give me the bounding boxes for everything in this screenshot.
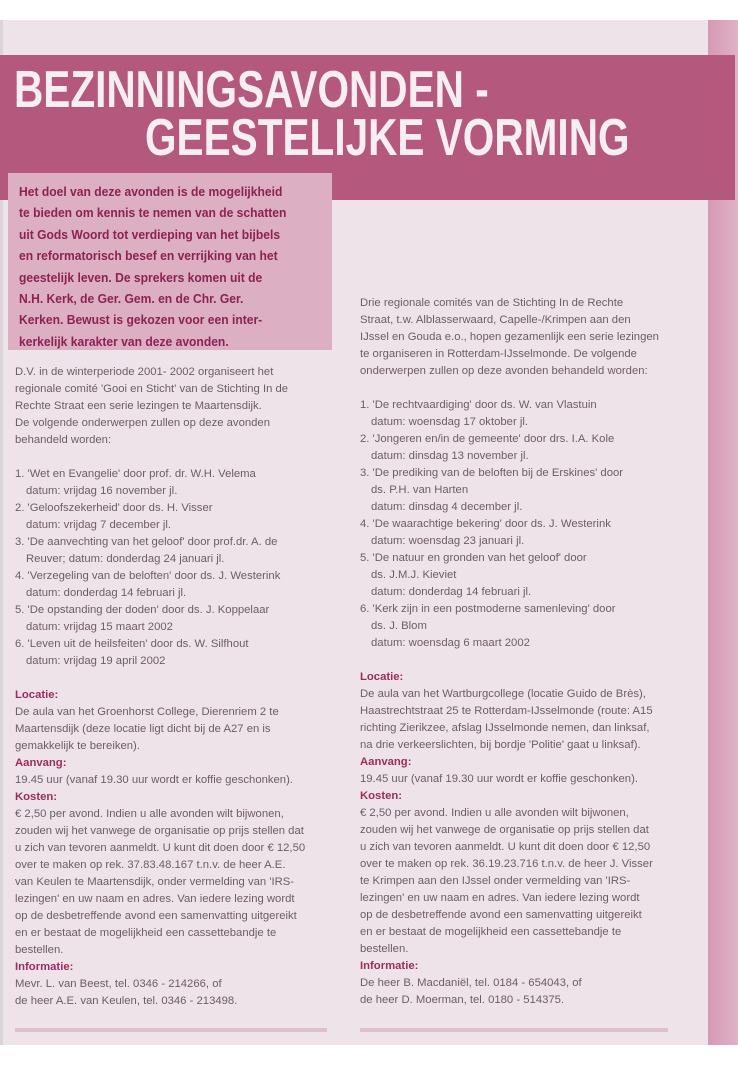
lecture-list-line: datum: dinsdag 13 november jl. <box>371 450 529 462</box>
intro-paragraph-line: behandeld worden: <box>15 434 112 446</box>
lecture-list-line: 3. 'De prediking van de beloften bij de Erskines' door <box>360 467 624 479</box>
intro-paragraph-line: De volgende onderwerpen zullen op deze avonden <box>15 417 270 429</box>
kosten-text-line: lezingen' en uw naam en adres. Van iedere lezing wordt <box>15 893 295 905</box>
intro-paragraph-line: regionale comité 'Gooi en Sticht' van de Stichting In de <box>15 383 289 395</box>
intro-line: geestelijk leven. De sprekers komen uit de <box>19 269 263 285</box>
lecture-list-line: 4. 'Verzegeling van de beloften' door ds. J. Westerink <box>15 570 281 582</box>
intro-line: uit Gods Woord tot verdieping van het bijbels <box>19 226 281 242</box>
kosten-text-line: over te maken op rek. 37.83.48.167 t.n.v. de heer A.E. <box>15 859 286 871</box>
locatie-text-line: na drie verkeerslichten, bij bordje 'Politie' gaat u linksaf). <box>360 739 641 751</box>
lecture-list-line: 2. 'Jongeren en/in de gemeente' door drs. I.A. Kole <box>360 433 615 445</box>
locatie-heading: Locatie: <box>15 689 59 701</box>
lecture-list-line: datum: vrijdag 15 maart 2002 <box>26 621 173 633</box>
informatie-text-line: de heer A.E. van Keulen, tel. 0346 - 213498. <box>15 995 238 1007</box>
locatie-text-line: De aula van het Groenhorst College, Dierenriem 2 te <box>15 706 279 718</box>
kosten-text-line: u zich van tevoren aanmeldt. U kunt dit doen door € 12,50 <box>15 842 306 854</box>
kosten-text-line: bestellen. <box>15 944 64 956</box>
lecture-list-line: datum: vrijdag 16 november jl. <box>26 485 178 497</box>
lecture-list-line: 1. 'De rechtvaardiging' door ds. W. van Vlastuin <box>360 399 597 411</box>
spacer <box>360 380 659 397</box>
title-line-2: GEESTELIJKE VORMING <box>145 109 630 167</box>
lecture-list-line: datum: donderdag 14 februari jl. <box>371 586 532 598</box>
intro-line: en reformatorisch besef en verrijking van het <box>19 248 278 264</box>
locatie-text-line: gemakkelijk te bereiken). <box>15 740 140 752</box>
lecture-list-line: Reuver; datum: donderdag 24 januari jl. <box>26 553 225 565</box>
lecture-list-line: datum: vrijdag 19 april 2002 <box>26 655 166 667</box>
lecture-list-line: datum: vrijdag 7 december jl. <box>26 519 172 531</box>
kosten-text-line: en er bestaat de mogelijkheid een cassettebandje te <box>15 927 277 939</box>
intro-paragraph-line: te organiseren in Rotterdam-IJsselmonde. De volgende <box>360 348 637 360</box>
lecture-list-line: 4. 'De waarachtige bekering' door ds. J. Westerink <box>360 518 611 530</box>
intro-line: kerkelijk karakter van deze avonden. <box>19 333 229 349</box>
kosten-text-line: zouden wij het vanwege de organisatie op prijs stellen dat <box>360 824 649 836</box>
locatie-text-line: Maartensdijk (deze locatie ligt dicht bij de A27 en is <box>15 723 271 735</box>
kosten-text-line: lezingen' en uw naam en adres. Van iedere lezing wordt <box>360 892 640 904</box>
kosten-text-line: u zich van tevoren aanmeldt. U kunt dit doen door € 12,50 <box>360 841 651 853</box>
left-divider <box>15 1028 327 1032</box>
spacer <box>360 652 659 669</box>
spacer <box>15 670 305 687</box>
informatie-text-line: de heer D. Moerman, tel. 0180 - 514375. <box>360 994 565 1006</box>
intro-paragraph-line: IJssel en Gouda e.o., hopen gezamenlijk een serie lezingen <box>360 331 659 343</box>
lecture-list-line: 2. 'Geloofszekerheid' door ds. H. Visser <box>15 502 213 514</box>
kosten-heading: Kosten: <box>360 790 403 802</box>
kosten-text-line: € 2,50 per avond. Indien u alle avonden wilt bijwonen, <box>360 807 629 819</box>
locatie-text-line: richting Zierikzee, afslag IJsselmonde nemen, dan linksaf, <box>360 722 650 734</box>
intro-paragraph-line: Rechte Straat een serie lezingen te Maartensdijk. <box>15 400 262 412</box>
right-divider <box>360 1028 668 1032</box>
kosten-text-line: op de desbetreffende avond een samenvatting uitgereikt <box>360 909 642 921</box>
locatie-text-line: De aula van het Wartburgcollege (locatie Guido de Brès), <box>360 688 646 700</box>
kosten-text-line: over te maken op rek. 36.19.23.716 t.n.v. de heer J. Visser <box>360 858 653 870</box>
aanvang-heading: Aanvang: <box>15 757 67 769</box>
intro-line: N.H. Kerk, de Ger. Gem. en de Chr. Ger. <box>19 291 244 307</box>
spacer <box>15 449 305 466</box>
lecture-list-line: 6. 'Leven uit de heilsfeiten' door ds. W. Silfhout <box>15 638 249 650</box>
kosten-text-line: van Keulen te Maartensdijk, onder vermelding van 'IRS- <box>15 876 295 888</box>
lecture-list-line: 3. 'De aanvechting van het geloof' door prof.dr. A. de <box>15 536 278 548</box>
kosten-text-line: bestellen. <box>360 943 409 955</box>
lecture-list-line: 6. 'Kerk zijn in een postmoderne samenleving' door <box>360 603 616 615</box>
lecture-list-line: datum: donderdag 14 februari jl. <box>26 587 187 599</box>
lecture-list-line: datum: woensdag 6 maart 2002 <box>371 637 530 649</box>
intro-box <box>8 173 332 350</box>
intro-paragraph-line: Drie regionale comités van de Stichting In de Rechte <box>360 297 624 309</box>
kosten-text-line: € 2,50 per avond. Indien u alle avonden wilt bijwonen, <box>15 808 284 820</box>
intro-line: Kerken. Bewust is gekozen voor een inter- <box>19 312 263 328</box>
lecture-list-line: 5. 'De opstanding der doden' door ds. J. Koppelaar <box>15 604 270 616</box>
intro-paragraph-line: D.V. in de winterperiode 2001- 2002 organiseert het <box>15 366 274 378</box>
kosten-text-line: en er bestaat de mogelijkheid een cassettebandje te <box>360 926 622 938</box>
lecture-list-line: 1. 'Wet en Evangelie' door prof. dr. W.H. Velema <box>15 468 256 480</box>
kosten-text-line: zouden wij het vanwege de organisatie op prijs stellen dat <box>15 825 304 837</box>
lecture-list-line: 5. 'De natuur en gronden van het geloof' door <box>360 552 587 564</box>
informatie-text-line: De heer B. Macdaniël, tel. 0184 - 654043, of <box>360 977 582 989</box>
lecture-list-line: datum: dinsdag 4 december jl. <box>371 501 523 513</box>
intro-paragraph-line: onderwerpen zullen op deze avonden behandeld worden: <box>360 365 648 377</box>
aanvang-heading: Aanvang: <box>360 756 412 768</box>
title-line-1: BEZINNINGSAVONDEN - <box>14 61 489 119</box>
informatie-heading: Informatie: <box>15 961 74 973</box>
locatie-heading: Locatie: <box>360 671 404 683</box>
locatie-text-line: Haastrechtstraat 25 te Rotterdam-IJsselmonde (route: A15 <box>360 705 653 717</box>
intro-line: Het doel van deze avonden is de mogelijkheid <box>19 184 283 199</box>
right-column <box>360 295 659 1009</box>
lecture-list-line: datum: woensdag 17 oktober jl. <box>371 416 528 428</box>
intro-paragraph-line: Straat, t.w. Alblasserwaard, Capelle-/Krimpen aan den <box>360 314 631 326</box>
left-column <box>15 364 305 1010</box>
informatie-heading: Informatie: <box>360 960 419 972</box>
informatie-text-line: Mevr. L. van Beest, tel. 0346 - 214266, of <box>15 978 222 990</box>
aanvang-text-line: 19.45 uur (vanaf 19.30 uur wordt er koffie geschonken). <box>15 774 293 786</box>
lecture-list-line: ds. P.H. van Harten <box>371 484 469 496</box>
kosten-text-line: op de desbetreffende avond een samenvatting uitgereikt <box>15 910 297 922</box>
lecture-list-line: ds. J.M.J. Kieviet <box>371 569 457 581</box>
lecture-list-line: datum: woensdag 23 januari jl. <box>371 535 525 547</box>
kosten-text-line: te Krimpen aan den IJssel onder vermelding van 'IRS- <box>360 875 631 887</box>
intro-line: te bieden om kennis te nemen van de schatten <box>19 205 287 221</box>
kosten-heading: Kosten: <box>15 791 58 803</box>
aanvang-text-line: 19.45 uur (vanaf 19.30 uur wordt er koffie geschonken). <box>360 773 638 785</box>
lecture-list-line: ds. J. Blom <box>371 620 427 632</box>
